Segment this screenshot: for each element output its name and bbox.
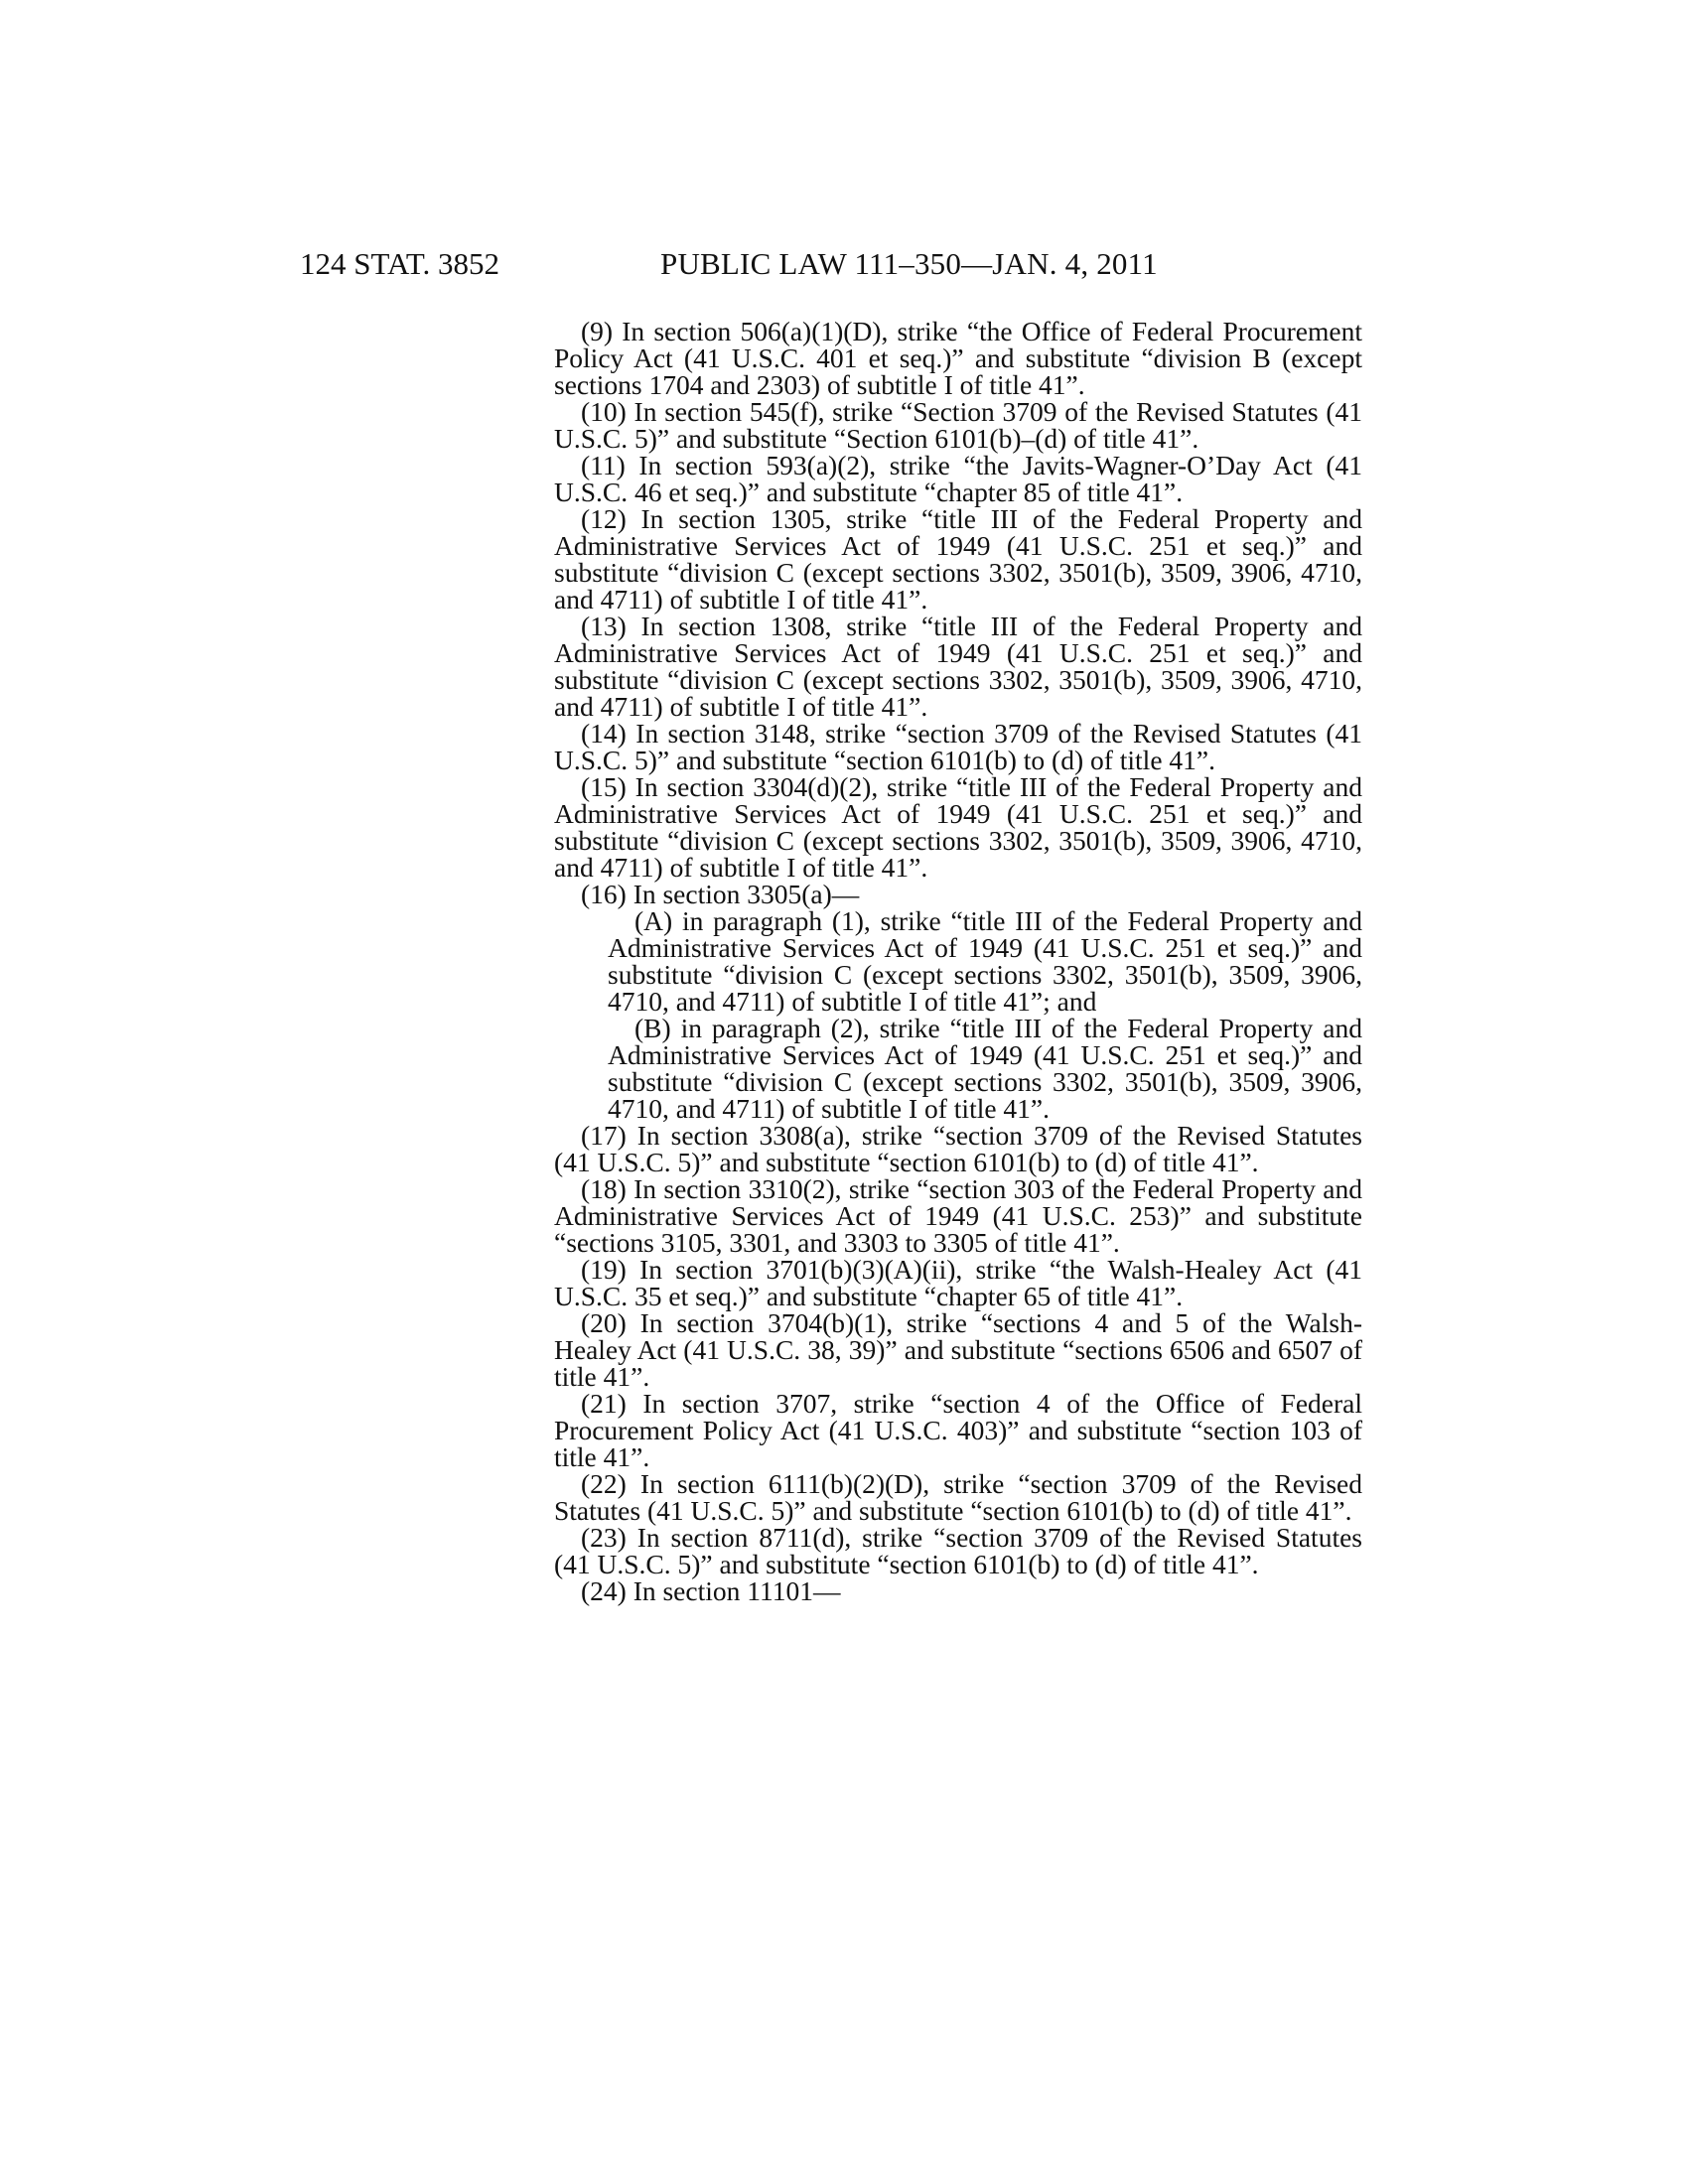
statute-page-number: 124 STAT. 3852	[300, 246, 500, 281]
paragraph-21: (21) In section 3707, strike “section 4 of the Office of Federal Procurement Policy Act (41 U.S.C. 403)” and substitute “section 103 of title 41”.	[554, 1388, 1362, 1472]
subparagraph-16-b: (B) in paragraph (2), strike “title III of the Federal Property and Administrative Services Act of 1949 (41 U.S.C. 251 et seq.)” and substitute “division C (except sections 3302, 3501(b), 3509, 3906, 4710, and 4711) of subtitle I of title 41”.	[608, 1013, 1362, 1124]
public-law-title: PUBLIC LAW 111–350—JAN. 4, 2011	[660, 246, 1158, 281]
paragraph-20: (20) In section 3704(b)(1), strike “sections 4 and 5 of the Walsh-Healey Act (41 U.S.C. 38, 39)” and substitute “sections 6506 and 6507 of title 41”.	[554, 1307, 1362, 1392]
paragraph-24: (24) In section 11101—	[581, 1575, 841, 1606]
paragraph-14: (14) In section 3148, strike “section 3709 of the Revised Statutes (41 U.S.C. 5)” and substitute “section 6101(b) to (d) of title 41”.	[554, 718, 1362, 775]
document-body	[554, 318, 1362, 1604]
paragraph-22: (22) In section 6111(b)(2)(D), strike “section 3709 of the Revised Statutes (41 U.S.C. 5)” and substitute “section 6101(b) to (d) of title 41”.	[554, 1468, 1362, 1526]
page-header	[300, 246, 1362, 286]
paragraph-10: (10) In section 545(f), strike “Section 3709 of the Revised Statutes (41 U.S.C. 5)” and substitute “Section 6101(b)–(d) of title 41”.	[554, 396, 1362, 454]
paragraph-15: (15) In section 3304(d)(2), strike “title III of the Federal Property and Administrative Services Act of 1949 (41 U.S.C. 251 et seq.)” and substitute “division C (except sections 3302, 3501(b), 3509, 3906, 4710, and 4711) of subtitle I of title 41”.	[554, 771, 1362, 883]
paragraph-11: (11) In section 593(a)(2), strike “the Javits-Wagner-O’Day Act (41 U.S.C. 46 et seq.)” and substitute “chapter 85 of title 41”.	[554, 450, 1362, 507]
paragraph-16: (16) In section 3305(a)—	[581, 879, 860, 909]
paragraph-13: (13) In section 1308, strike “title III of the Federal Property and Administrative Services Act of 1949 (41 U.S.C. 251 et seq.)” and substitute “division C (except sections 3302, 3501(b), 3509, 3906, 4710, and 4711) of subtitle I of title 41”.	[554, 611, 1362, 722]
subparagraph-16-a: (A) in paragraph (1), strike “title III of the Federal Property and Administrative Services Act of 1949 (41 U.S.C. 251 et seq.)” and substitute “division C (except sections 3302, 3501(b), 3509, 3906, 4710, and 4711) of subtitle I of title 41”; and	[608, 905, 1362, 1017]
paragraph-19: (19) In section 3701(b)(3)(A)(ii), strike “the Walsh-Healey Act (41 U.S.C. 35 et seq.)” and substitute “chapter 65 of title 41”.	[554, 1254, 1362, 1311]
paragraph-9: (9) In section 506(a)(1)(D), strike “the Office of Federal Procurement Policy Act (41 U.S.C. 401 et seq.)” and substitute “division B (except sections 1704 and 2303) of subtitle I of title 41”.	[554, 316, 1362, 400]
paragraph-18: (18) In section 3310(2), strike “section 303 of the Federal Property and Administrative Services Act of 1949 (41 U.S.C. 253)” and substitute “sections 3105, 3301, and 3303 to 3305 of title 41”.	[554, 1173, 1362, 1258]
paragraph-17: (17) In section 3308(a), strike “section 3709 of the Revised Statutes (41 U.S.C. 5)” and substitute “section 6101(b) to (d) of title 41”.	[554, 1120, 1362, 1177]
paragraph-23: (23) In section 8711(d), strike “section 3709 of the Revised Statutes (41 U.S.C. 5)” and substitute “section 6101(b) to (d) of title 41”.	[554, 1522, 1362, 1579]
paragraph-12: (12) In section 1305, strike “title III of the Federal Property and Administrative Services Act of 1949 (41 U.S.C. 251 et seq.)” and substitute “division C (except sections 3302, 3501(b), 3509, 3906, 4710, and 4711) of subtitle I of title 41”.	[554, 503, 1362, 614]
